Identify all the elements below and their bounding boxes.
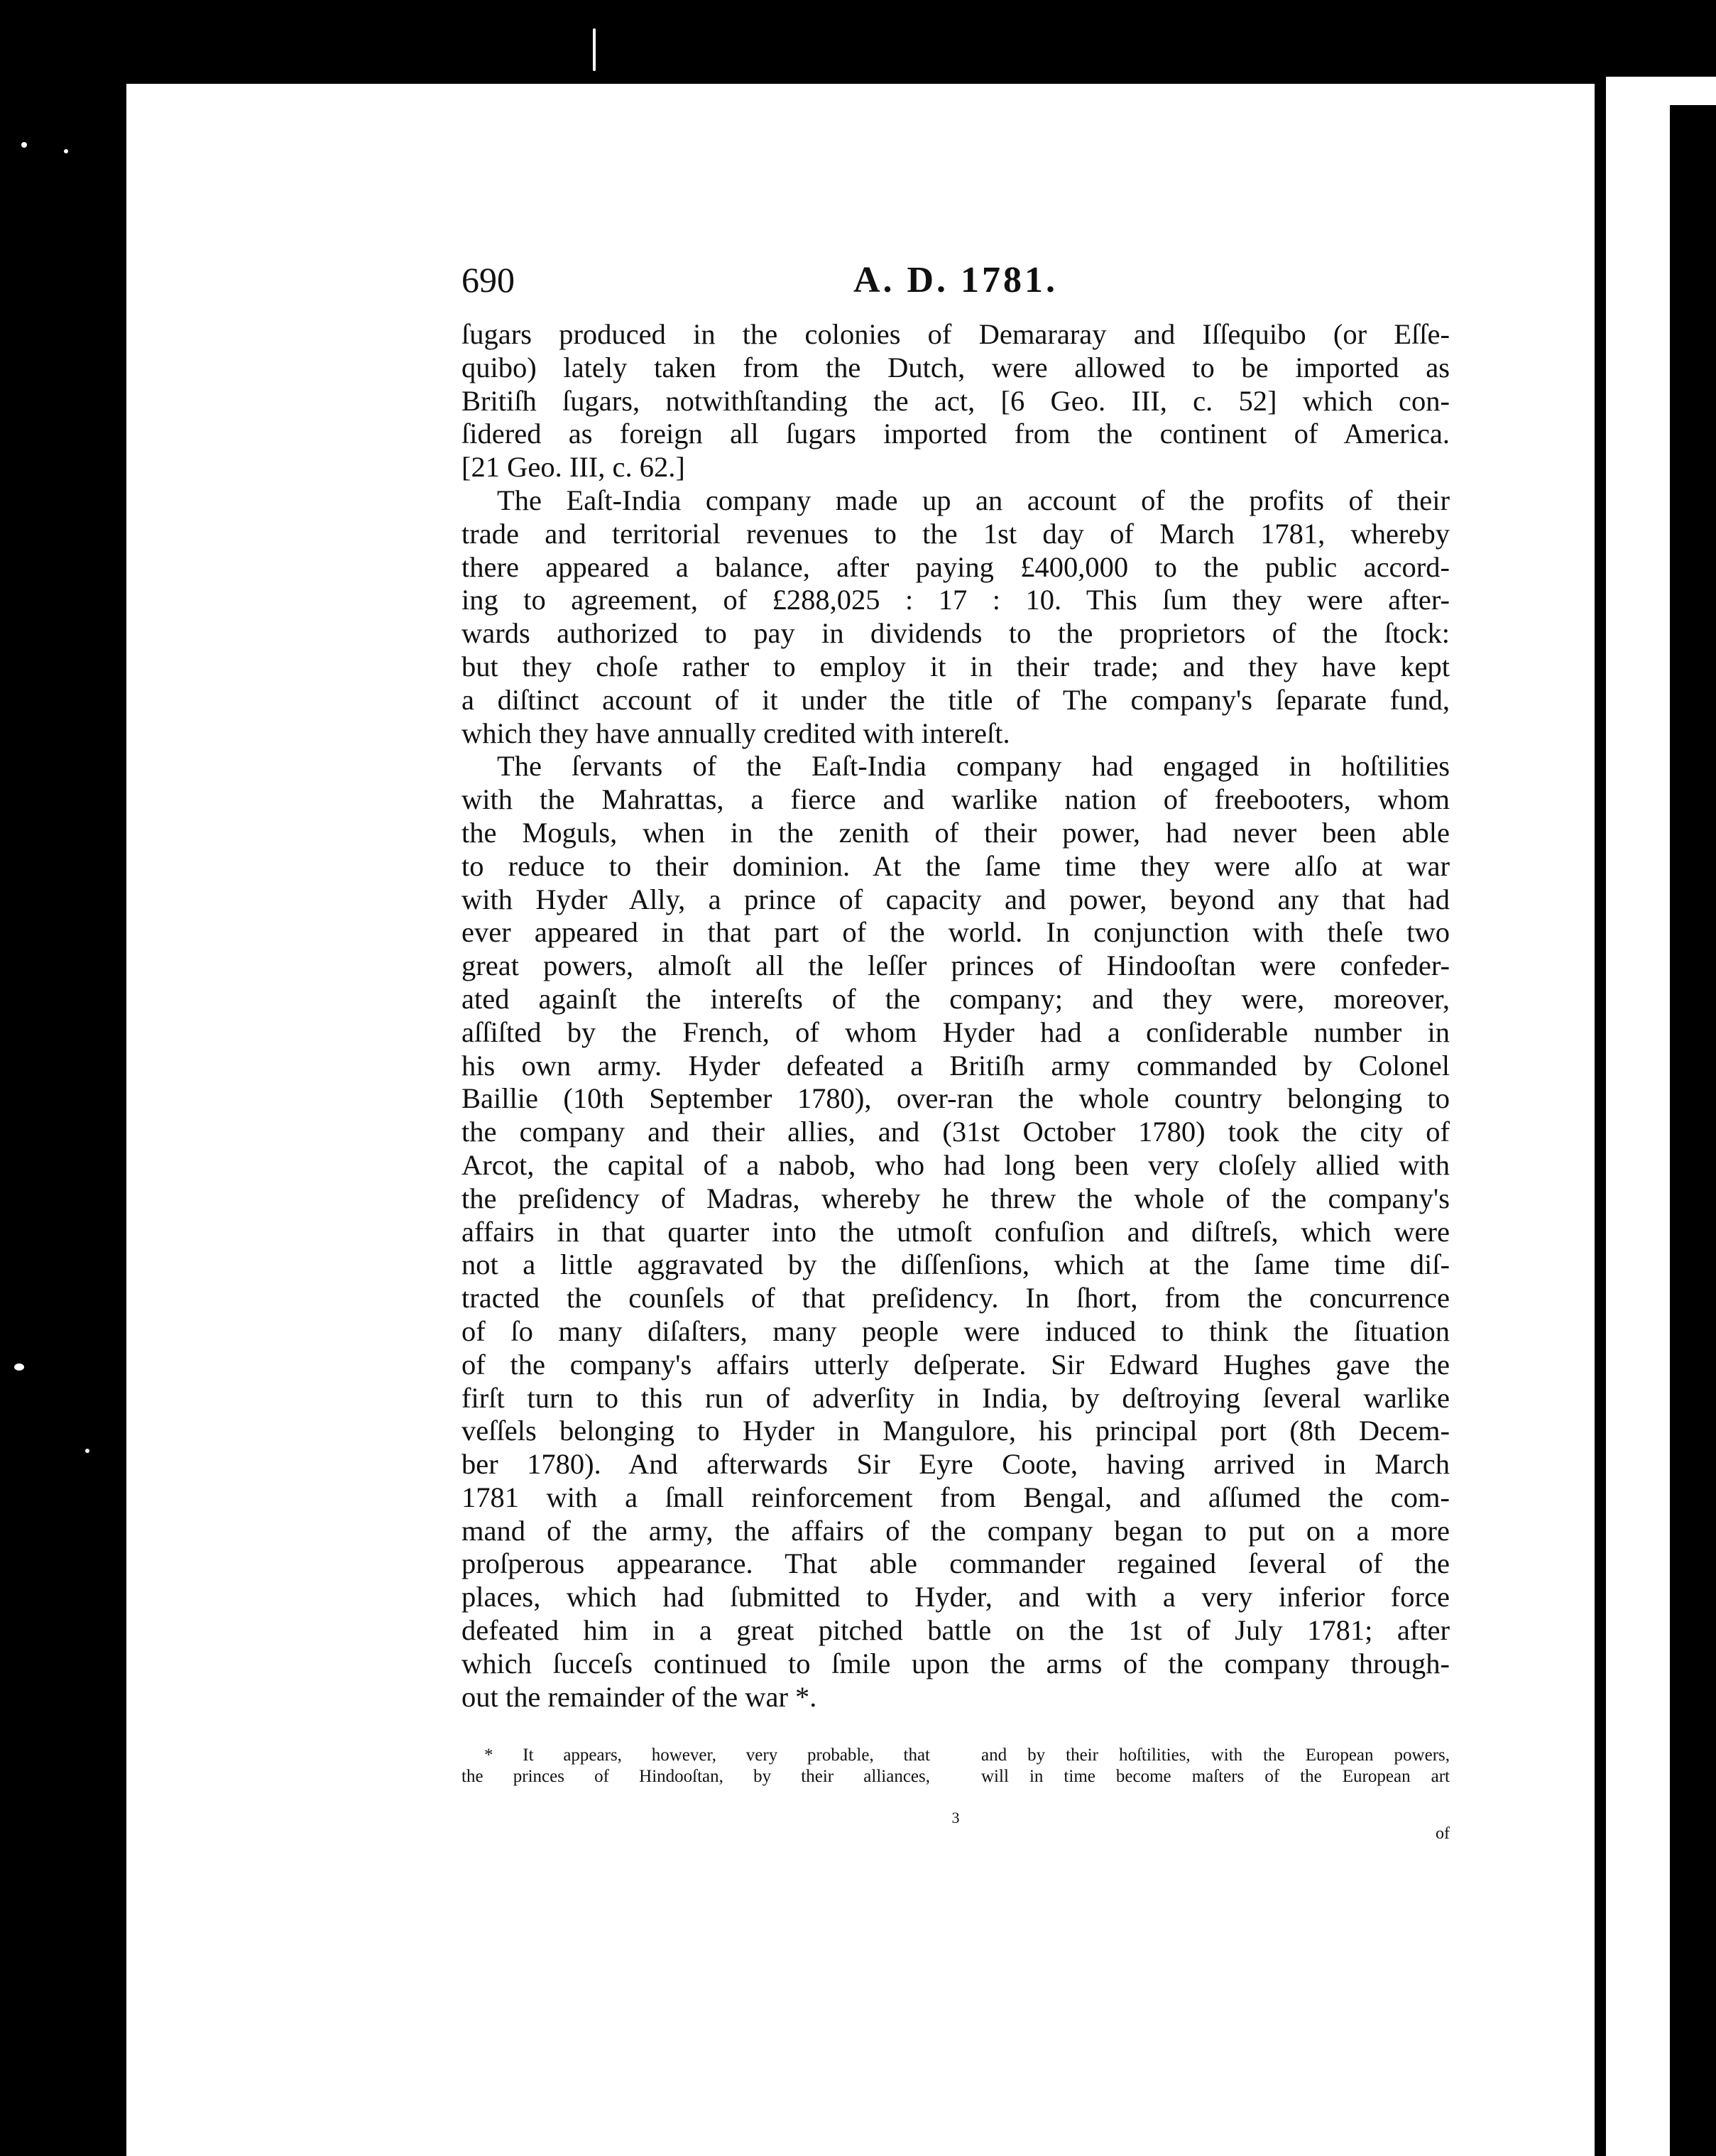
body-text bbox=[461, 318, 1450, 1714]
text-line: trade and territorial revenues to the 1st day of March 1781, whereby bbox=[461, 517, 1450, 550]
text-line: places, which had ſubmitted to Hyder, and with a very inferior force bbox=[461, 1581, 1450, 1613]
text-line: ſugars produced in the colonies of Demararay and Iſſequibo (or Eſſe- bbox=[461, 318, 1450, 350]
text-line: The Eaſt-India company made up an account of the profits of their bbox=[497, 484, 1450, 516]
footnote-line: * It appears, however, very probable, that bbox=[484, 1746, 930, 1765]
text-line: Baillie (10th September 1780), over-ran the whole country belonging to bbox=[461, 1082, 1450, 1115]
scan-speck bbox=[14, 1363, 24, 1371]
text-line: firſt turn to this run of adverſity in India, by deſtroying ſeveral warlike bbox=[461, 1381, 1450, 1414]
text-line: which ſucceſs continued to ſmile upon the arms of the company through- bbox=[461, 1647, 1450, 1679]
scan-speck bbox=[64, 149, 68, 153]
text-line: of the company's affairs utterly deſperate. Sir Edward Hughes gave the bbox=[461, 1348, 1450, 1381]
footnote bbox=[461, 1745, 1450, 1843]
text-line: wards authorized to pay in dividends to the proprietors of the ſtock: bbox=[461, 617, 1450, 650]
footnote-left-column bbox=[461, 1745, 930, 1787]
text-line: the preſidency of Madras, whereby he threw the whole of the company's bbox=[461, 1182, 1450, 1214]
text-line: ſidered as foreign all ſugars imported from the continent of America. bbox=[461, 418, 1450, 450]
text-line: of ſo many diſaſters, many people were induced to think the ſituation bbox=[461, 1314, 1450, 1347]
text-line: with the Mahrattas, a fierce and warlike nation of freebooters, whom bbox=[461, 783, 1450, 816]
text-line: mand of the army, the affairs of the company began to put on a more bbox=[461, 1514, 1450, 1547]
text-line: there appeared a balance, after paying £400,000 to the public accord- bbox=[461, 550, 1450, 583]
scan-speck bbox=[21, 142, 27, 148]
text-line: out the remainder of the war *. bbox=[461, 1680, 817, 1713]
text-line: not a little aggravated by the diſſenſions, which at the ſame time diſ- bbox=[461, 1248, 1450, 1281]
running-head bbox=[461, 259, 1450, 309]
catchword: of bbox=[1436, 1824, 1450, 1843]
text-line: which they have annually credited with intereſt. bbox=[461, 717, 1010, 749]
text-line: to reduce to their dominion. At the ſame time they were alſo at war bbox=[461, 849, 1450, 882]
text-line: Britiſh ſugars, notwithſtanding the act, [6 Geo. III, c. 52] which con- bbox=[461, 384, 1450, 417]
text-line: ing to agreement, of £288,025 : 17 : 10. This ſum they were after- bbox=[461, 584, 1450, 616]
facing-page-edge bbox=[1606, 77, 1716, 2156]
scan-speck bbox=[85, 1449, 89, 1453]
footnote-right-column bbox=[981, 1745, 1450, 1787]
text-line: The ſervants of the Eaſt-India company had engaged in hoſtilities bbox=[497, 750, 1450, 783]
footnote-line: the princes of Hindooſtan, by their alliances, bbox=[461, 1767, 930, 1786]
text-line: affairs in that quarter into the utmoſt confuſion and diſtreſs, which were bbox=[461, 1215, 1450, 1248]
text-line: his own army. Hyder defeated a Britiſh army commanded by Colonel bbox=[461, 1049, 1450, 1082]
text-line: Arcot, the capital of a nabob, who had long been very cloſely allied with bbox=[461, 1148, 1450, 1181]
text-line: quibo) lately taken from the Dutch, were allowed to be imported as bbox=[461, 351, 1450, 383]
running-title: A. D. 1781. bbox=[853, 260, 1059, 300]
text-line: great powers, almoſt all the leſſer princes of Hindooſtan were confeder- bbox=[461, 949, 1450, 982]
text-line: aſſiſted by the French, of whom Hyder had a conſiderable number in bbox=[461, 1016, 1450, 1048]
text-line: ated againſt the intereſts of the company; and they were, moreover, bbox=[461, 982, 1450, 1015]
text-line: veſſels belonging to Hyder in Mangulore, his principal port (8th Decem- bbox=[461, 1415, 1450, 1447]
scan-scratch bbox=[593, 28, 596, 71]
text-line: a diſtinct account of it under the title of The company's ſeparate fund, bbox=[461, 683, 1450, 716]
signature-mark: 3 bbox=[951, 1809, 960, 1826]
text-line: proſperous appearance. That able commander regained ſeveral of the bbox=[461, 1547, 1450, 1580]
text-line: the Moguls, when in the zenith of their power, had never been able bbox=[461, 816, 1450, 849]
text-line: with Hyder Ally, a prince of capacity and power, beyond any that had bbox=[461, 883, 1450, 915]
text-line: tracted the counſels of that preſidency. In ſhort, from the concurrence bbox=[461, 1282, 1450, 1314]
text-line: [21 Geo. III, c. 62.] bbox=[461, 451, 685, 484]
text-line: 1781 with a ſmall reinforcement from Bengal, and aſſumed the com- bbox=[461, 1481, 1450, 1513]
text-line: the company and their allies, and (31st October 1780) took the city of bbox=[461, 1116, 1450, 1148]
text-line: ever appeared in that part of the world. In conjunction with theſe two bbox=[461, 916, 1450, 949]
footnote-line: and by their hoſtilities, with the European powers, bbox=[981, 1746, 1450, 1765]
footnote-line: will in time become maſters of the European art bbox=[981, 1767, 1450, 1786]
text-line: but they choſe rather to employ it in their trade; and they have kept bbox=[461, 650, 1450, 682]
text-line: defeated him in a great pitched battle on the 1st of July 1781; after bbox=[461, 1614, 1450, 1647]
text-line: ber 1780). And afterwards Sir Eyre Coote, having arrived in March bbox=[461, 1448, 1450, 1481]
page-number: 690 bbox=[461, 260, 515, 300]
